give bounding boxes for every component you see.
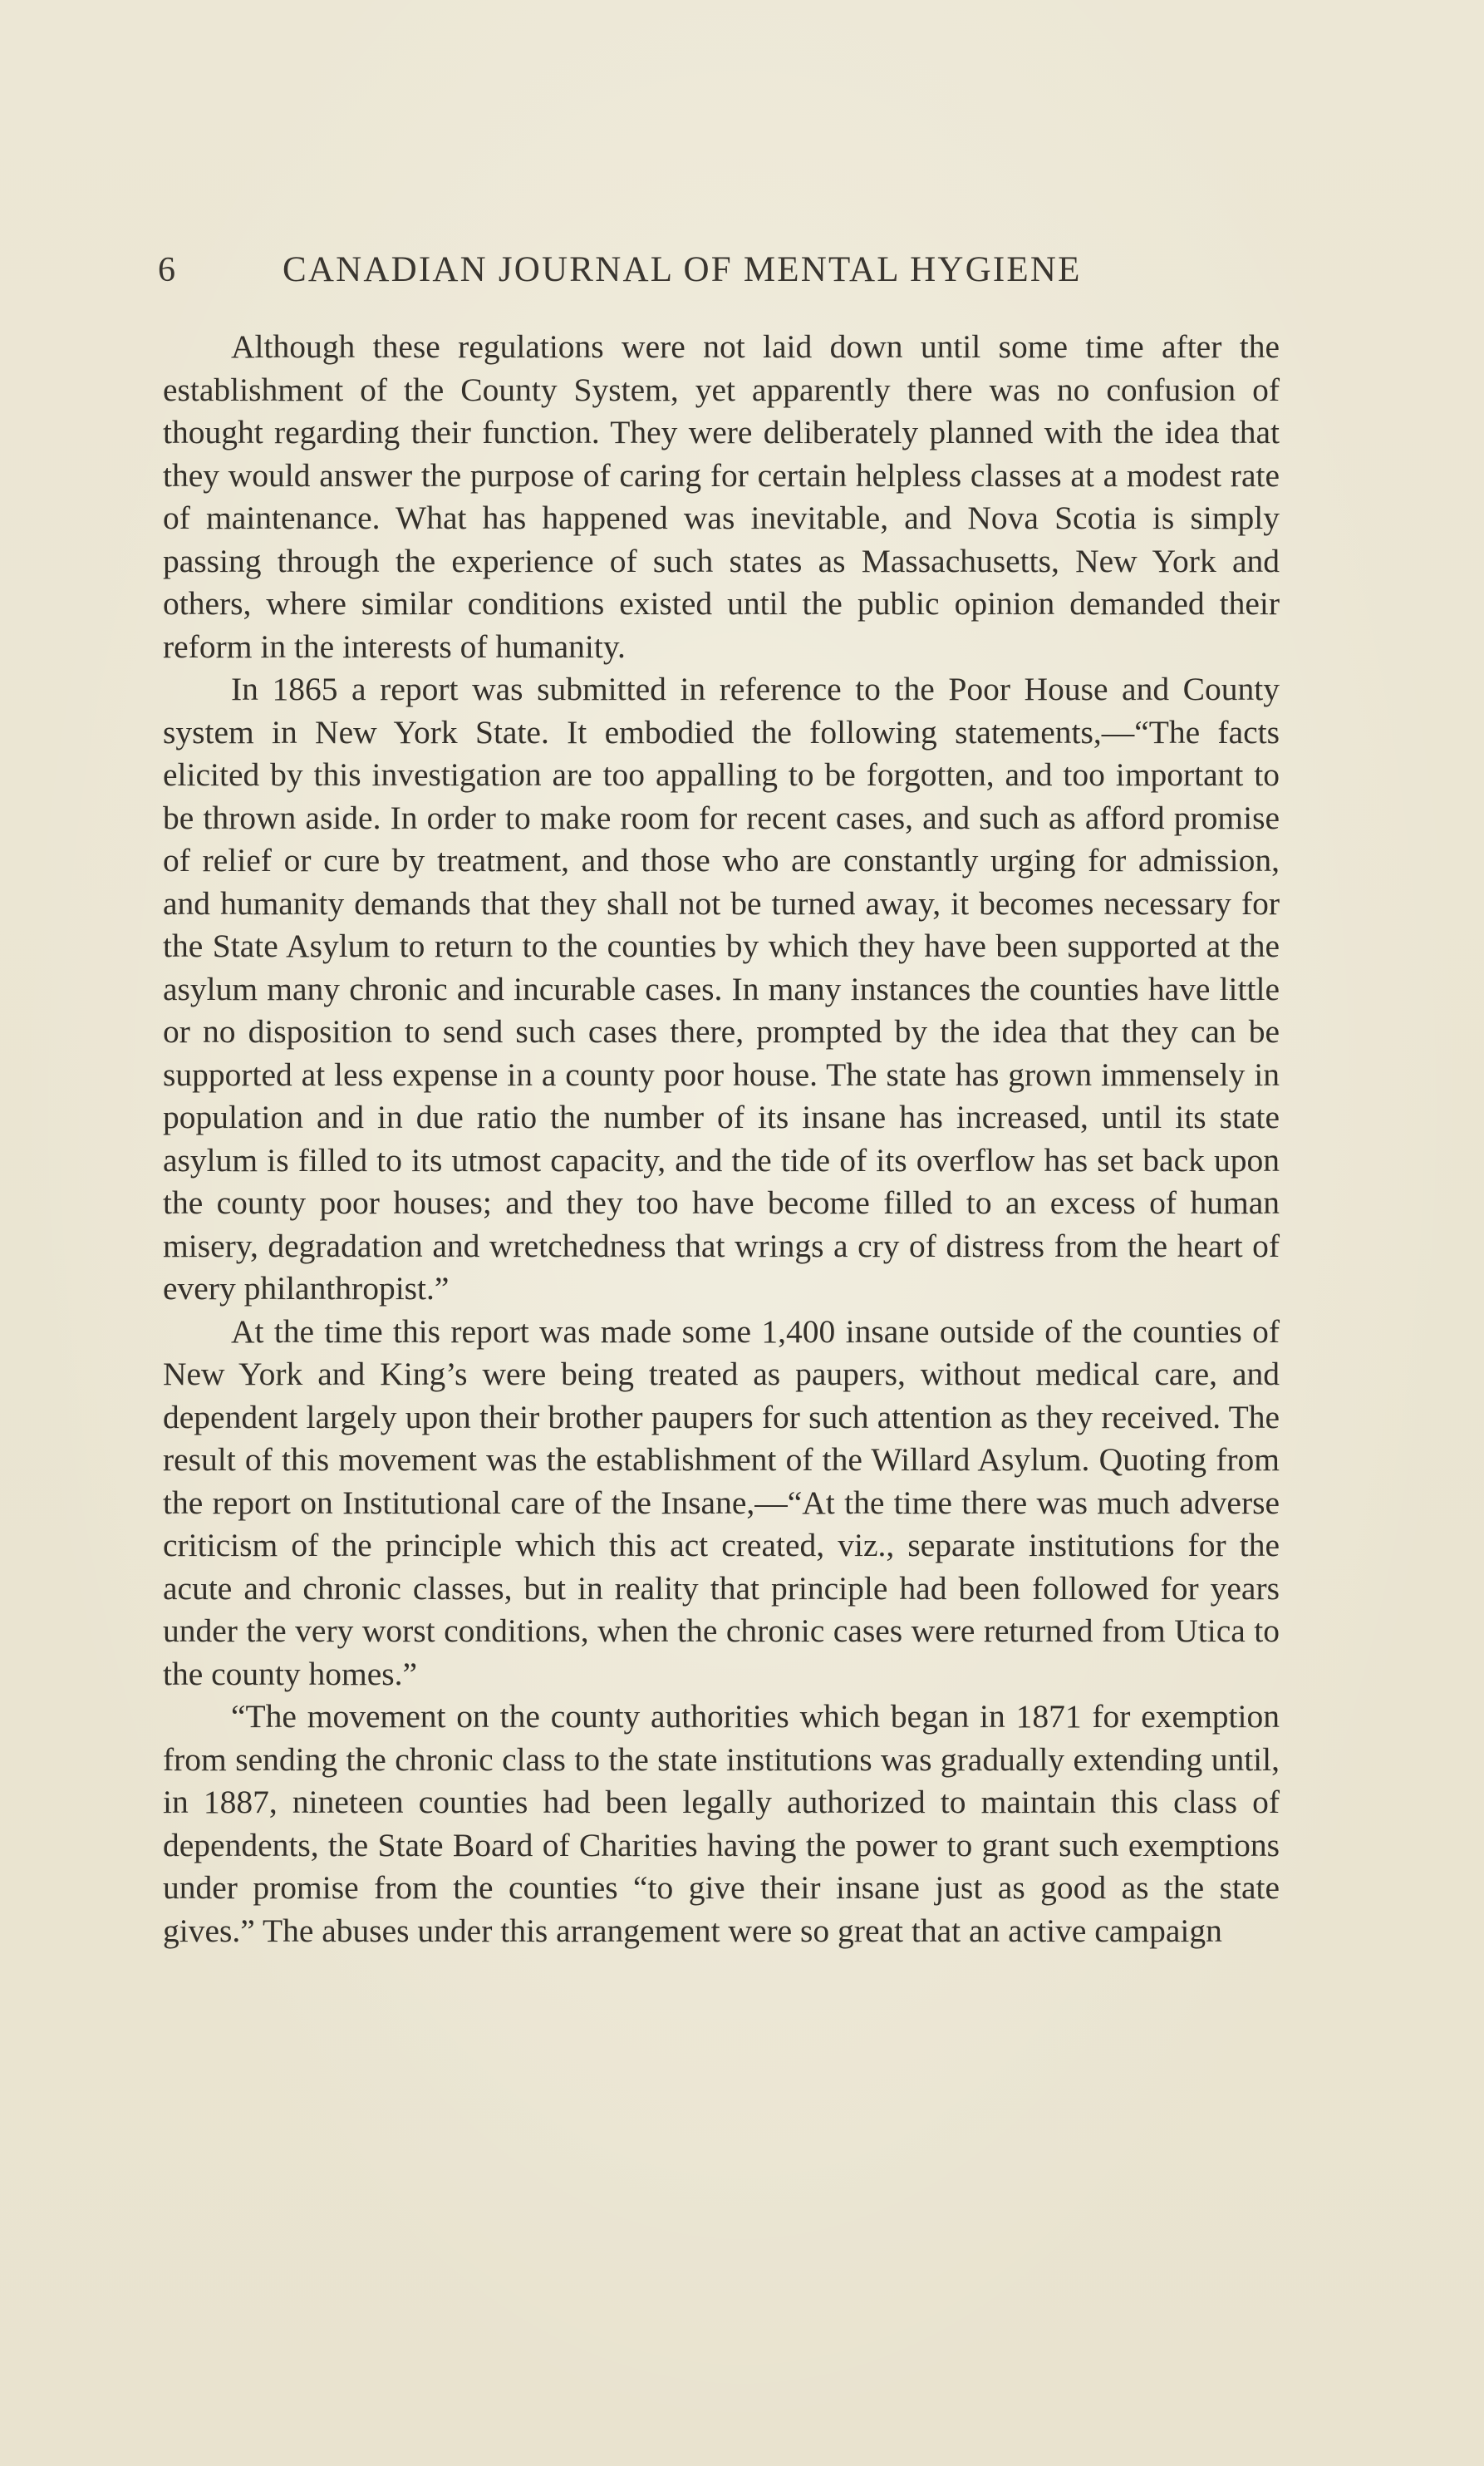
page-number: 6	[158, 251, 177, 289]
paragraph: “The movement on the county authorities which began in 1871 for exemption from sending the chronic class to the state institutions was gradually extending until, in 1887, nineteen counties had been legally authorized to maintain this class of dependents, the State Board of Charities having the power to grant such exemptions under promise from the counties “to give their insane just as good as the state gives.” The abuses under this arrangement were so great that an active campaign	[163, 1698, 1280, 1949]
paragraph: Although these regulations were not laid down until some time after the establishment of the County System, yet apparently there was no confusion of thought regarding their function. They were deliberately planned with the idea that they would answer the purpose of caring for certain helpless classes at a modest rate of maintenance. What has happened was inevitable, and Nova Scotia is simply passing through the experience of such states as Massachusetts, New York and others, where similar conditions existed until the public opinion demanded their reform in the interests of humanity.	[163, 328, 1280, 665]
page-header	[158, 249, 1338, 299]
paragraph: In 1865 a report was submitted in reference to the Poor House and County system in New York State. It embodied the following statements,—“The facts elicited by this investigation are too appalling to be forgotten, and too important to be thrown aside. In order to make room for recent cases, and such as afford promise of relief or cure by treatment, and those who are constantly urging for admission, and humanity demands that they shall not be turned away, it becomes necessary for the State Asylum to return to the counties by which they have been supported at the asylum many chronic and incurable cases. In many instances the counties have little or no disposition to send such cases there, prompted by the idea that they can be supported at less expense in a county poor house. The state has grown immensely in population and in due ratio the number of its insane has increased, until its state asylum is filled to its utmost capacity, and the tide of its overflow has set back upon the county poor houses; and they too have become filled to an excess of human misery, degradation and wretchedness that wrings a cry of distress from the heart of every philanthropist.”	[163, 671, 1280, 1307]
running-title: CANADIAN JOURNAL OF MENTAL HYGIENE	[283, 250, 1082, 289]
article-body	[163, 326, 1280, 1952]
paragraph: At the time this report was made some 1,400 insane outside of the counties of New York and King’s were being treated as paupers, without medical care, and dependent largely upon their brother paupers for such attention as they received. The result of this movement was the establishment of the Willard Asylum. Quoting from the report on Institutional care of the Insane,—“At the time there was much adverse criticism of the principle which this act created, viz., separate institutions for the acute and chronic classes, but in reality that principle had been followed for years under the very worst conditions, when the chronic cases were returned from Utica to the county homes.”	[163, 1312, 1280, 1692]
